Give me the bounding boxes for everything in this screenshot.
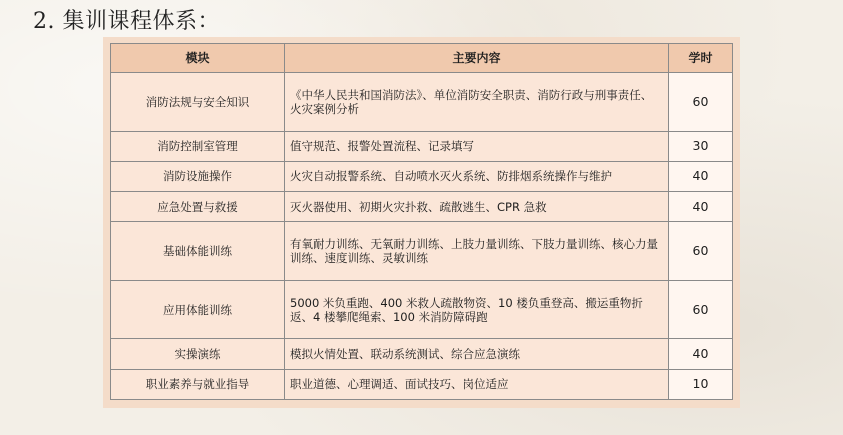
course-table-frame (103, 37, 740, 408)
header-hours: 学时 (669, 44, 733, 73)
module-cell: 应用体能训练 (111, 280, 285, 339)
table-row (111, 161, 733, 191)
module-cell: 基础体能训练 (111, 222, 285, 281)
course-system-table (110, 43, 733, 400)
module-cell: 应急处置与救援 (111, 192, 285, 222)
table-row (111, 222, 733, 281)
table-row (111, 339, 733, 369)
header-module: 模块 (111, 44, 285, 73)
module-cell: 实操演练 (111, 339, 285, 369)
table-row (111, 73, 733, 132)
content-cell: 模拟火情处置、联动系统测试、综合应急演练 (285, 339, 669, 369)
content-cell: 5000 米负重跑、400 米救人疏散物资、10 楼负重登高、搬运重物折返、4 楼攀爬绳索、100 米消防障碍跑 (285, 280, 669, 339)
content-cell: 火灾自动报警系统、自动喷水灭火系统、防排烟系统操作与维护 (285, 161, 669, 191)
header-content: 主要内容 (285, 44, 669, 73)
hours-cell: 60 (669, 222, 733, 281)
table-row (111, 131, 733, 161)
table-header-row (111, 44, 733, 73)
section-heading: 2. 集训课程体系： (33, 9, 220, 34)
content-cell: 职业道德、心理调适、面试技巧、岗位适应 (285, 369, 669, 399)
content-cell: 有氧耐力训练、无氧耐力训练、上肢力量训练、下肢力量训练、核心力量训练、速度训练、灵敏训练 (285, 222, 669, 281)
module-cell: 消防控制室管理 (111, 131, 285, 161)
module-cell: 消防法规与安全知识 (111, 73, 285, 132)
hours-cell: 10 (669, 369, 733, 399)
hours-cell: 30 (669, 131, 733, 161)
hours-cell: 40 (669, 339, 733, 369)
module-cell: 消防设施操作 (111, 161, 285, 191)
hours-cell: 60 (669, 73, 733, 132)
hours-cell: 40 (669, 192, 733, 222)
content-cell: 《中华人民共和国消防法》、单位消防安全职责、消防行政与刑事责任、火灾案例分析 (285, 73, 669, 132)
hours-cell: 40 (669, 161, 733, 191)
content-cell: 值守规范、报警处置流程、记录填写 (285, 131, 669, 161)
table-row (111, 369, 733, 399)
hours-cell: 60 (669, 280, 733, 339)
content-cell: 灭火器使用、初期火灾扑救、疏散逃生、CPR 急救 (285, 192, 669, 222)
table-row (111, 192, 733, 222)
module-cell: 职业素养与就业指导 (111, 369, 285, 399)
table-row (111, 280, 733, 339)
